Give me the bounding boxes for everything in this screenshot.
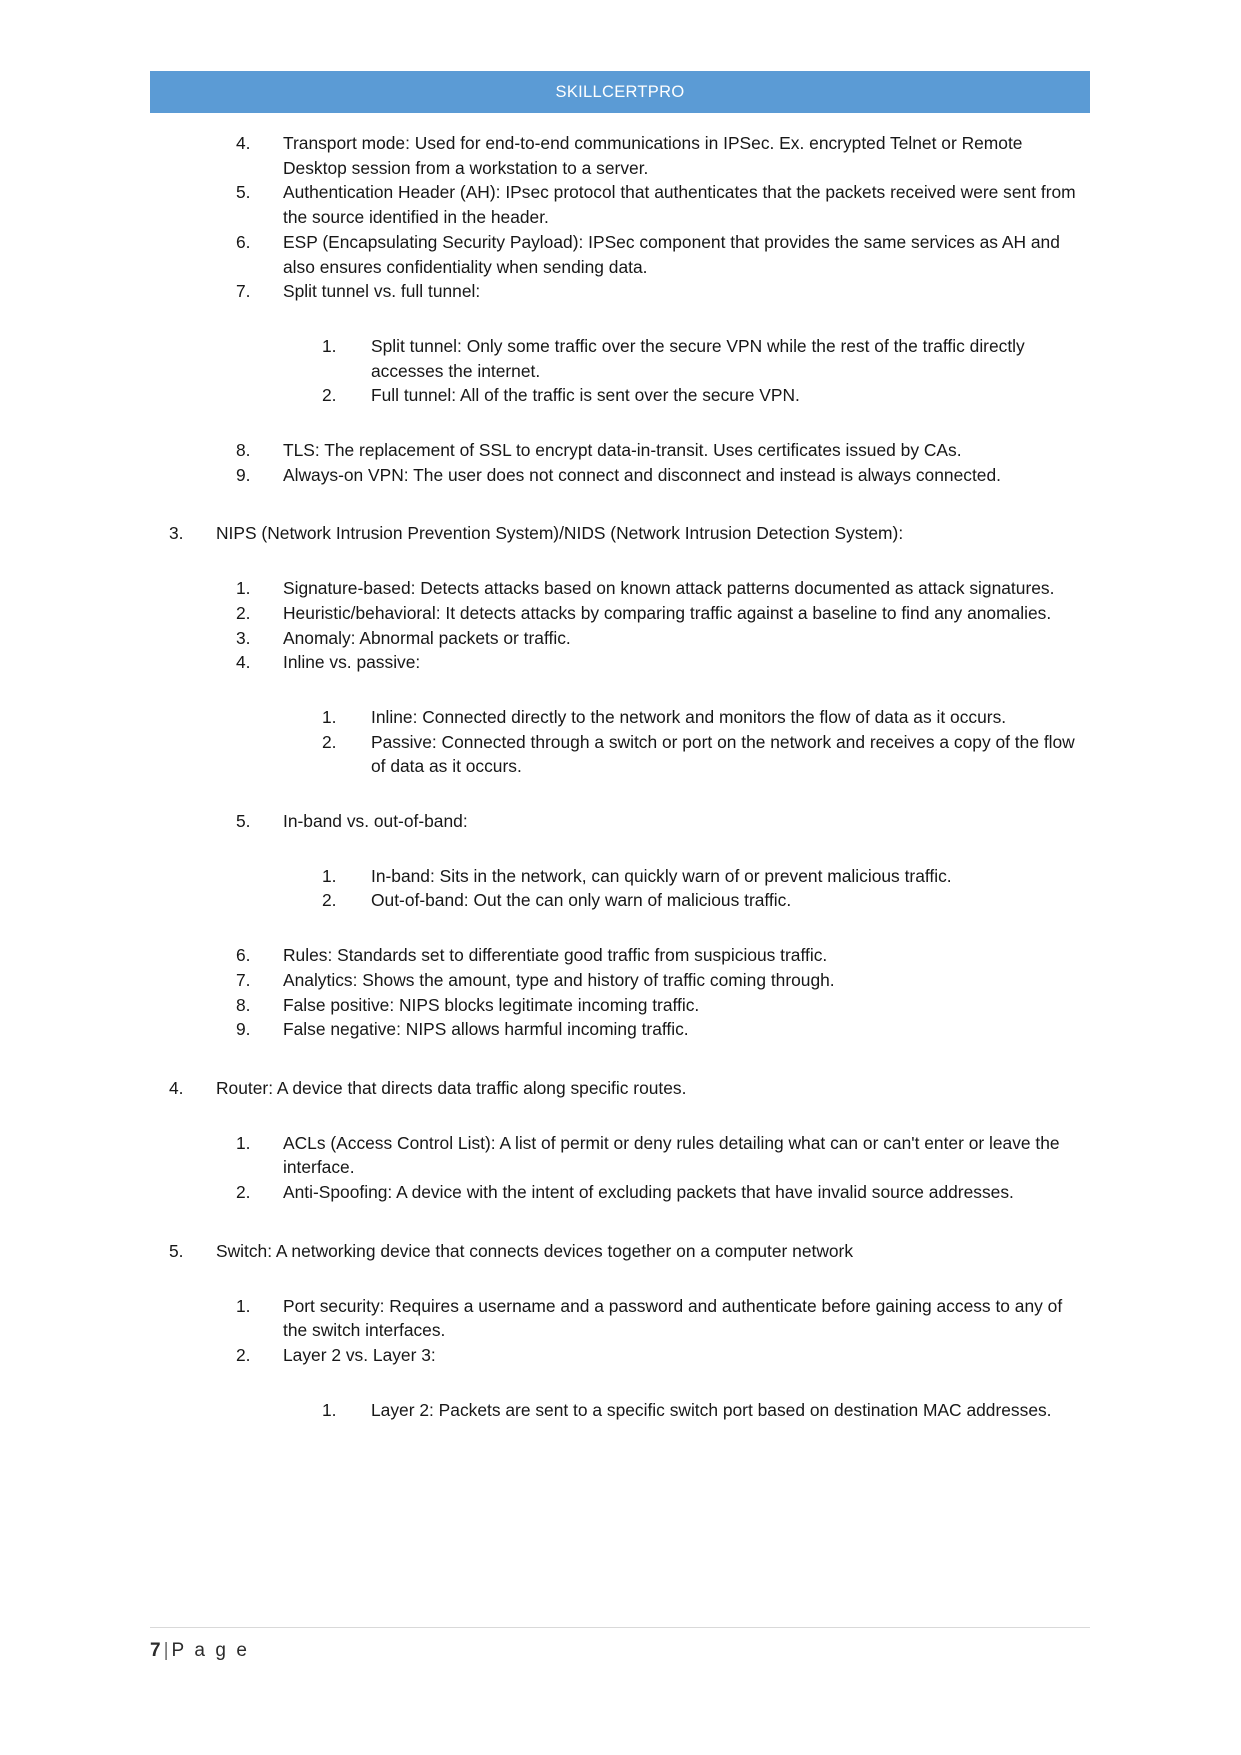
- list-marker: 1.: [322, 865, 337, 886]
- list-item-text: Anomaly: Abnormal packets or traffic.: [283, 627, 571, 648]
- paragraph-spacer: [150, 408, 1090, 438]
- list-item-text: Port security: Requires a username and a password and authenticate before gaining access to any of the switch interfaces.: [283, 1295, 1063, 1341]
- list-item: [322, 383, 1090, 408]
- list-item-text: NIPS (Network Intrusion Prevention System)/NIDS (Network Intrusion Detection System):: [216, 523, 904, 544]
- list-marker: 6.: [236, 945, 251, 966]
- paragraph-spacer: [150, 304, 1090, 334]
- list-item-text: In-band vs. out-of-band:: [283, 811, 468, 832]
- list-item: [236, 809, 1090, 834]
- list-item-text: Router: A device that directs data traffic along specific routes.: [216, 1077, 687, 1098]
- list-item-text: Split tunnel: Only some traffic over the secure VPN while the rest of the traffic directly accesses the internet.: [371, 335, 1025, 381]
- list-item: [236, 626, 1090, 651]
- list-item: [236, 993, 1090, 1018]
- footer-page-number: 7: [150, 1640, 161, 1661]
- list-marker: 4.: [169, 1077, 184, 1098]
- list-item: [236, 1131, 1090, 1180]
- list-marker: 2.: [322, 385, 337, 406]
- list-item-text: Switch: A networking device that connects devices together on a computer network: [216, 1240, 854, 1261]
- list-item-text: Inline: Connected directly to the network and monitors the flow of data as it occurs.: [371, 706, 1007, 727]
- list-item: [322, 705, 1090, 730]
- list-item-text: False negative: NIPS allows harmful incoming traffic.: [283, 1019, 689, 1040]
- list-item-text: TLS: The replacement of SSL to encrypt data-in-transit. Uses certificates issued by CAs.: [283, 440, 962, 461]
- list-item: [236, 576, 1090, 601]
- list-marker: 6.: [236, 231, 251, 252]
- list-marker: 9.: [236, 1019, 251, 1040]
- section-heading-item: [169, 1239, 1090, 1264]
- list-marker: 9.: [236, 464, 251, 485]
- list-marker: 4.: [236, 652, 251, 673]
- paragraph-spacer: [150, 1264, 1090, 1294]
- list-item-text: Always-on VPN: The user does not connect and disconnect and instead is always connected.: [283, 464, 1001, 485]
- section-heading-item: [169, 521, 1090, 546]
- list-item-text: Full tunnel: All of the traffic is sent over the secure VPN.: [371, 385, 800, 406]
- paragraph-spacer: [150, 487, 1090, 521]
- list-marker: 3.: [169, 523, 184, 544]
- list-item-text: Signature-based: Detects attacks based on known attack patterns documented as attack signatures.: [283, 578, 1055, 599]
- list-marker: 1.: [322, 1399, 337, 1420]
- list-marker: 5.: [236, 182, 251, 203]
- paragraph-spacer: [150, 779, 1090, 809]
- list-marker: 2.: [322, 890, 337, 911]
- list-item: [236, 1180, 1090, 1205]
- list-marker: 1.: [322, 706, 337, 727]
- list-item: [322, 334, 1090, 383]
- list-item-text: Passive: Connected through a switch or port on the network and receives a copy of the flow of data as it occurs.: [371, 731, 1075, 777]
- list-marker: 2.: [236, 1344, 251, 1365]
- list-marker: 5.: [236, 811, 251, 832]
- list-item: [236, 943, 1090, 968]
- list-item: [236, 279, 1090, 304]
- list-item-text: Analytics: Shows the amount, type and history of traffic coming through.: [283, 969, 835, 990]
- list-item-text: ESP (Encapsulating Security Payload): IPSec component that provides the same services as AH and also ensures confidentiality when sending data.: [283, 231, 1060, 277]
- list-marker: 2.: [322, 731, 337, 752]
- list-item: [322, 864, 1090, 889]
- list-item: [236, 601, 1090, 626]
- list-item: [236, 230, 1090, 279]
- list-item: [322, 730, 1090, 779]
- list-item-text: In-band: Sits in the network, can quickly warn of or prevent malicious traffic.: [371, 865, 952, 886]
- paragraph-spacer: [150, 834, 1090, 864]
- paragraph-spacer: [150, 1205, 1090, 1239]
- list-marker: 4.: [236, 133, 251, 153]
- footer-divider: [150, 1627, 1090, 1628]
- list-item-text: Heuristic/behavioral: It detects attacks by comparing traffic against a baseline to find any anomalies.: [283, 602, 1052, 623]
- list-item: [236, 650, 1090, 675]
- list-marker: 8.: [236, 440, 251, 461]
- page-header-title: SKILLCERTPRO: [555, 82, 685, 101]
- list-item-text: False positive: NIPS blocks legitimate incoming traffic.: [283, 994, 700, 1015]
- document-body: [150, 131, 1090, 1422]
- list-item: [322, 888, 1090, 913]
- paragraph-spacer: [150, 913, 1090, 943]
- list-marker: 8.: [236, 994, 251, 1015]
- list-item: [236, 131, 1090, 180]
- list-item-text: Authentication Header (AH): IPsec protocol that authenticates that the packets received were sent from the source identified in the header.: [283, 182, 1076, 228]
- list-marker: 1.: [236, 578, 251, 599]
- paragraph-spacer: [150, 1368, 1090, 1398]
- paragraph-spacer: [150, 1042, 1090, 1076]
- list-item: [236, 1294, 1090, 1343]
- list-item: [322, 1398, 1090, 1423]
- page-header-banner: [150, 71, 1090, 113]
- list-item-text: Rules: Standards set to differentiate good traffic from suspicious traffic.: [283, 945, 828, 966]
- paragraph-spacer: [150, 1101, 1090, 1131]
- list-marker: 7.: [236, 969, 251, 990]
- list-item: [236, 968, 1090, 993]
- paragraph-spacer: [150, 546, 1090, 576]
- list-marker: 1.: [236, 1295, 251, 1316]
- footer-separator: |: [163, 1640, 169, 1661]
- list-item-text: Anti-Spoofing: A device with the intent of excluding packets that have invalid source addresses.: [283, 1182, 1014, 1203]
- list-marker: 3.: [236, 627, 251, 648]
- page-footer: [150, 1640, 1090, 1662]
- list-marker: 1.: [236, 1132, 251, 1153]
- paragraph-spacer: [150, 675, 1090, 705]
- list-marker: 7.: [236, 281, 251, 302]
- list-item: [236, 463, 1090, 488]
- list-item-text: Split tunnel vs. full tunnel:: [283, 281, 481, 302]
- list-item-text: ACLs (Access Control List): A list of permit or deny rules detailing what can or can't enter or leave the interface.: [283, 1132, 1060, 1178]
- list-item-text: Layer 2 vs. Layer 3:: [283, 1344, 436, 1365]
- footer-page-word: P a g e: [171, 1640, 250, 1661]
- list-item: [236, 1343, 1090, 1368]
- list-item: [236, 180, 1090, 229]
- section-heading-item: [169, 1076, 1090, 1101]
- list-marker: 1.: [322, 335, 337, 356]
- list-item: [236, 438, 1090, 463]
- list-item-text: Layer 2: Packets are sent to a specific switch port based on destination MAC addresses.: [371, 1399, 1052, 1420]
- list-marker: 2.: [236, 602, 251, 623]
- list-item-text: Out-of-band: Out the can only warn of malicious traffic.: [371, 890, 792, 911]
- list-marker: 5.: [169, 1240, 184, 1261]
- list-item-text: Transport mode: Used for end-to-end communications in IPSec. Ex. encrypted Telnet or Remote Desktop session from a workstation to a server.: [283, 133, 1023, 178]
- list-item: [236, 1017, 1090, 1042]
- list-item-text: Inline vs. passive:: [283, 652, 421, 673]
- list-marker: 2.: [236, 1182, 251, 1203]
